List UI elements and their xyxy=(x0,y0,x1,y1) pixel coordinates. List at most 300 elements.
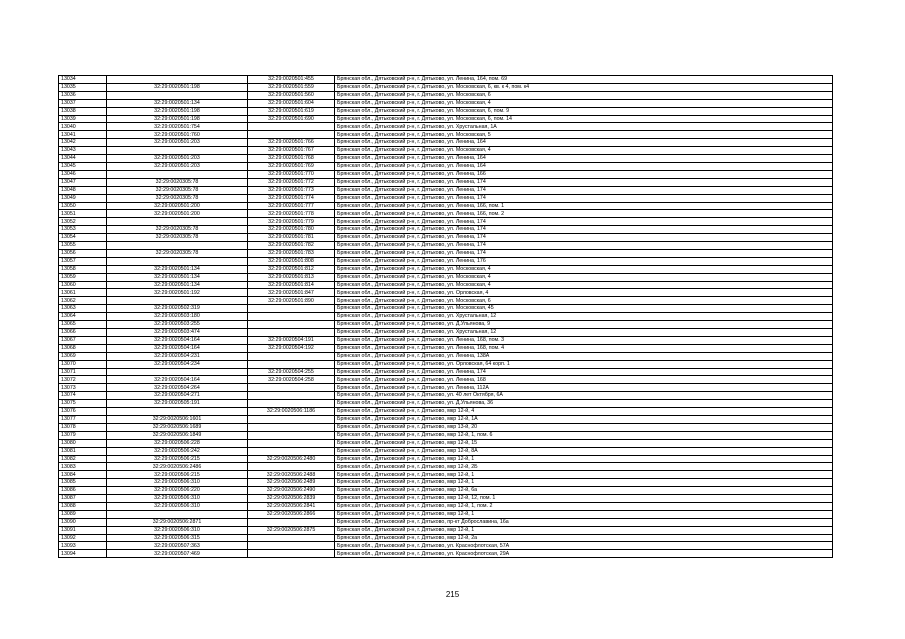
table-row xyxy=(59,210,833,218)
table-row xyxy=(59,123,833,131)
table-row xyxy=(59,423,833,431)
row-number-cell: 13039 xyxy=(59,115,107,123)
row-number-cell: 13070 xyxy=(59,360,107,368)
row-number-cell: 13064 xyxy=(59,313,107,321)
land-parcel-number-cell: 32:29:0020506:215 xyxy=(107,455,248,463)
table-row xyxy=(59,265,833,273)
row-number-cell: 13058 xyxy=(59,265,107,273)
table-row xyxy=(59,162,833,170)
address-cell: Брянская обл., Дятьковский р-н, г. Дятьково, мкр 12-й, 1, пом. 2 xyxy=(335,502,833,510)
object-number-cell: 32:29:0020501:604 xyxy=(248,99,335,107)
land-parcel-number-cell: 32:29:0020305:78 xyxy=(107,234,248,242)
object-number-cell xyxy=(248,400,335,408)
object-number-cell xyxy=(248,415,335,423)
table-row xyxy=(59,115,833,123)
object-number-cell xyxy=(248,123,335,131)
land-parcel-number-cell: 32:29:0020501:192 xyxy=(107,289,248,297)
address-cell: Брянская обл., Дятьковский р-н, г. Дятьково, мкр 12-й, 8А xyxy=(335,447,833,455)
table-row xyxy=(59,447,833,455)
address-cell: Брянская обл., Дятьковский р-н, г. Дятьково, мкр 12-й, 12, пом. 1 xyxy=(335,495,833,503)
address-cell: Брянская обл., Дятьковский р-н, г. Дятьково, ул. Ленина, 174 xyxy=(335,186,833,194)
row-number-cell: 13090 xyxy=(59,518,107,526)
land-parcel-number-cell: 32:29:0020506:1689 xyxy=(107,423,248,431)
land-parcel-number-cell: 32:29:0020506:315 xyxy=(107,534,248,542)
address-cell: Брянская обл., Дятьковский р-н, г. Дятьково, ул. Московская, 4 xyxy=(335,273,833,281)
table-row xyxy=(59,526,833,534)
address-cell: Брянская обл., Дятьковский р-н, г. Дятьково, ул. Московская, 4 xyxy=(335,281,833,289)
row-number-cell: 13048 xyxy=(59,186,107,194)
object-number-cell: 32:29:0020501:813 xyxy=(248,273,335,281)
address-cell: Брянская обл., Дятьковский р-н, г. Дятьково, ул. Орловская, 64 корп. 1 xyxy=(335,360,833,368)
address-cell: Брянская обл., Дятьковский р-н, г. Дятьково, ул. Ленина, 164 xyxy=(335,162,833,170)
object-number-cell: 32:29:0020506:2839 xyxy=(248,495,335,503)
land-parcel-number-cell: 32:29:0020506:242 xyxy=(107,447,248,455)
object-number-cell: 32:29:0020501:777 xyxy=(248,202,335,210)
land-parcel-number-cell xyxy=(107,242,248,250)
land-parcel-number-cell: 32:29:0020504:264 xyxy=(107,384,248,392)
land-parcel-number-cell xyxy=(107,297,248,305)
table-row xyxy=(59,155,833,163)
address-cell: Брянская обл., Дятьковский р-н, г. Дятьково, ул. Ленина, 174 xyxy=(335,194,833,202)
object-number-cell: 32:29:0020501:772 xyxy=(248,178,335,186)
row-number-cell: 13036 xyxy=(59,91,107,99)
table-row xyxy=(59,455,833,463)
table-row xyxy=(59,273,833,281)
row-number-cell: 13074 xyxy=(59,392,107,400)
address-cell: Брянская обл., Дятьковский р-н, г. Дятьково, ул. Ленина, 168 xyxy=(335,376,833,384)
object-number-cell: 32:29:0020504:191 xyxy=(248,336,335,344)
table-row xyxy=(59,91,833,99)
object-number-cell xyxy=(248,352,335,360)
land-parcel-number-cell: 32:29:0020501:203 xyxy=(107,162,248,170)
address-cell: Брянская обл., Дятьковский р-н, г. Дятьково, мкр 13-й, 20 xyxy=(335,423,833,431)
object-number-cell: 32:29:0020501:778 xyxy=(248,210,335,218)
land-parcel-number-cell: 32:29:0020504:164 xyxy=(107,376,248,384)
object-number-cell: 32:29:0020506:1186 xyxy=(248,408,335,416)
object-number-cell: 32:29:0020501:779 xyxy=(248,218,335,226)
table-row xyxy=(59,281,833,289)
object-number-cell xyxy=(248,313,335,321)
land-parcel-number-cell: 32:29:0020501:760 xyxy=(107,131,248,139)
land-parcel-number-cell: 32:29:0020506:228 xyxy=(107,439,248,447)
address-cell: Брянская обл., Дятьковский р-н, г. Дятьково, ул. Ленина, 164, пом. 69 xyxy=(335,76,833,84)
row-number-cell: 13083 xyxy=(59,463,107,471)
land-parcel-number-cell xyxy=(107,257,248,265)
row-number-cell: 13078 xyxy=(59,423,107,431)
address-cell: Брянская обл., Дятьковский р-н, г. Дятьково, ул. Московская, 4 xyxy=(335,99,833,107)
address-cell: Брянская обл., Дятьковский р-н, г. Дятьково, ул. Ленина, 174 xyxy=(335,178,833,186)
address-cell: Брянская обл., Дятьковский р-н, г. Дятьково, мкр 12-й, 1, пом. 6 xyxy=(335,431,833,439)
registry-table xyxy=(58,75,833,558)
row-number-cell: 13089 xyxy=(59,510,107,518)
land-parcel-number-cell: 32:29:0020501:198 xyxy=(107,115,248,123)
object-number-cell: 32:29:0020506:2480 xyxy=(248,455,335,463)
land-parcel-number-cell xyxy=(107,218,248,226)
land-parcel-number-cell: 32:29:0020506:1601 xyxy=(107,415,248,423)
row-number-cell: 13068 xyxy=(59,344,107,352)
row-number-cell: 13056 xyxy=(59,249,107,257)
row-number-cell: 13043 xyxy=(59,147,107,155)
row-number-cell: 13063 xyxy=(59,305,107,313)
land-parcel-number-cell: 32:29:0020506:310 xyxy=(107,502,248,510)
address-cell: Брянская обл., Дятьковский р-н, г. Дятьково, ул. Хрустальная, 12 xyxy=(335,329,833,337)
land-parcel-number-cell: 32:29:0020501:134 xyxy=(107,265,248,273)
table-row xyxy=(59,510,833,518)
row-number-cell: 13055 xyxy=(59,242,107,250)
table-row xyxy=(59,352,833,360)
address-cell: Брянская обл., Дятьковский р-н, г. Дятьково, ул. Ленина, 166, пом. 1 xyxy=(335,202,833,210)
row-number-cell: 13045 xyxy=(59,162,107,170)
land-parcel-number-cell: 32:29:0020502:319 xyxy=(107,305,248,313)
address-cell: Брянская обл., Дятьковский р-н, г. Дятьково, ул. Ленина, 168, пом. 3 xyxy=(335,336,833,344)
land-parcel-number-cell: 32:29:0020501:203 xyxy=(107,139,248,147)
object-number-cell xyxy=(248,321,335,329)
object-number-cell: 32:29:0020506:2490 xyxy=(248,487,335,495)
address-cell: Брянская обл., Дятьковский р-н, г. Дятьково, ул. Московская, 6 xyxy=(335,91,833,99)
address-cell: Брянская обл., Дятьковский р-н, г. Дятьково, ул. Д.Ульянова, 36 xyxy=(335,400,833,408)
object-number-cell: 32:29:0020501:774 xyxy=(248,194,335,202)
address-cell: Брянская обл., Дятьковский р-н, г. Дятьково, мкр 12-й, 2а xyxy=(335,534,833,542)
row-number-cell: 13059 xyxy=(59,273,107,281)
object-number-cell: 32:29:0020501:768 xyxy=(248,155,335,163)
table-row xyxy=(59,107,833,115)
object-number-cell: 32:29:0020501:812 xyxy=(248,265,335,273)
row-number-cell: 13038 xyxy=(59,107,107,115)
row-number-cell: 13086 xyxy=(59,487,107,495)
table-row xyxy=(59,178,833,186)
table-row xyxy=(59,297,833,305)
land-parcel-number-cell xyxy=(107,76,248,84)
object-number-cell: 32:29:0020506:2866 xyxy=(248,510,335,518)
table-row xyxy=(59,218,833,226)
address-cell: Брянская обл., Дятьковский р-н, г. Дятьково, ул. Ленина, 174 xyxy=(335,218,833,226)
address-cell: Брянская обл., Дятьковский р-н, г. Дятьково, мкр 12-й, 1 xyxy=(335,510,833,518)
object-number-cell: 32:29:0020501:847 xyxy=(248,289,335,297)
row-number-cell: 13034 xyxy=(59,76,107,84)
address-cell: Брянская обл., Дятьковский р-н, г. Дятьково, ул. Московская, 6, пом. 9 xyxy=(335,107,833,115)
address-cell: Брянская обл., Дятьковский р-н, г. Дятьково, ул. Ленина, 176 xyxy=(335,257,833,265)
row-number-cell: 13046 xyxy=(59,170,107,178)
row-number-cell: 13060 xyxy=(59,281,107,289)
object-number-cell xyxy=(248,423,335,431)
address-cell: Брянская обл., Дятьковский р-н, г. Дятьково, ул. Московская, 6, пом. 14 xyxy=(335,115,833,123)
land-parcel-number-cell: 32:29:0020501:200 xyxy=(107,202,248,210)
land-parcel-number-cell: 32:29:0020501:134 xyxy=(107,99,248,107)
row-number-cell: 13073 xyxy=(59,384,107,392)
land-parcel-number-cell: 32:29:0020501:198 xyxy=(107,83,248,91)
row-number-cell: 13094 xyxy=(59,550,107,558)
table-row xyxy=(59,400,833,408)
table-row xyxy=(59,408,833,416)
row-number-cell: 13037 xyxy=(59,99,107,107)
object-number-cell xyxy=(248,447,335,455)
table-row xyxy=(59,495,833,503)
land-parcel-number-cell: 32:29:0020507:363 xyxy=(107,542,248,550)
table-row xyxy=(59,384,833,392)
table-row xyxy=(59,534,833,542)
row-number-cell: 13050 xyxy=(59,202,107,210)
address-cell: Брянская обл., Дятьковский р-н, г. Дятьково, мкр 12-й, 1 xyxy=(335,455,833,463)
land-parcel-number-cell: 32:29:0020506:310 xyxy=(107,495,248,503)
row-number-cell: 13066 xyxy=(59,329,107,337)
object-number-cell: 32:29:0020501:808 xyxy=(248,257,335,265)
object-number-cell xyxy=(248,542,335,550)
address-cell: Брянская обл., Дятьковский р-н, г. Дятьково, мкр 12-й, 1 xyxy=(335,479,833,487)
object-number-cell: 32:29:0020506:2489 xyxy=(248,479,335,487)
land-parcel-number-cell: 32:29:0020503:180 xyxy=(107,313,248,321)
land-parcel-number-cell: 32:29:0020501:198 xyxy=(107,107,248,115)
object-number-cell: 32:29:0020501:769 xyxy=(248,162,335,170)
table-row xyxy=(59,321,833,329)
land-parcel-number-cell: 32:29:0020501:203 xyxy=(107,155,248,163)
land-parcel-number-cell xyxy=(107,368,248,376)
land-parcel-number-cell: 32:29:0020501:754 xyxy=(107,123,248,131)
address-cell: Брянская обл., Дятьковский р-н, г. Дятьково, ул. Ленина, 174 xyxy=(335,242,833,250)
table-row xyxy=(59,344,833,352)
land-parcel-number-cell: 32:29:0020506:215 xyxy=(107,471,248,479)
address-cell: Брянская обл., Дятьковский р-н, г. Дятьково, мкр 12-й, 15 xyxy=(335,439,833,447)
land-parcel-number-cell: 32:29:0020305:78 xyxy=(107,249,248,257)
registry-table-body xyxy=(59,76,833,558)
land-parcel-number-cell: 32:29:0020504:164 xyxy=(107,344,248,352)
land-parcel-number-cell: 32:29:0020505:191 xyxy=(107,400,248,408)
land-parcel-number-cell: 32:29:0020504:271 xyxy=(107,392,248,400)
row-number-cell: 13069 xyxy=(59,352,107,360)
land-parcel-number-cell: 32:29:0020506:310 xyxy=(107,526,248,534)
object-number-cell: 32:29:0020504:258 xyxy=(248,376,335,384)
land-parcel-number-cell: 32:29:0020506:220 xyxy=(107,487,248,495)
table-row xyxy=(59,542,833,550)
object-number-cell xyxy=(248,392,335,400)
row-number-cell: 13082 xyxy=(59,455,107,463)
table-row xyxy=(59,131,833,139)
table-row xyxy=(59,194,833,202)
table-row xyxy=(59,479,833,487)
row-number-cell: 13085 xyxy=(59,479,107,487)
row-number-cell: 13076 xyxy=(59,408,107,416)
table-row xyxy=(59,99,833,107)
page-number: 215 xyxy=(445,590,460,599)
object-number-cell: 32:29:0020501:783 xyxy=(248,249,335,257)
object-number-cell: 32:29:0020506:2488 xyxy=(248,471,335,479)
table-row xyxy=(59,463,833,471)
table-row xyxy=(59,186,833,194)
address-cell: Брянская обл., Дятьковский р-н, г. Дятьково, мкр 12-й, 4 xyxy=(335,408,833,416)
land-parcel-number-cell: 32:29:0020501:134 xyxy=(107,281,248,289)
address-cell: Брянская обл., Дятьковский р-н, г. Дятьково, ул. Московская, 5 xyxy=(335,131,833,139)
land-parcel-number-cell: 32:29:0020507:469 xyxy=(107,550,248,558)
address-cell: Брянская обл., Дятьковский р-н, г. Дятьково, ул. Ленина, 164 xyxy=(335,139,833,147)
address-cell: Брянская обл., Дятьковский р-н, г. Дятьково, ул. Московская, 6 xyxy=(335,297,833,305)
land-parcel-number-cell xyxy=(107,147,248,155)
table-row xyxy=(59,257,833,265)
address-cell: Брянская обл., Дятьковский р-н, г. Дятьково, ул. Ленина, 174 xyxy=(335,234,833,242)
row-number-cell: 13065 xyxy=(59,321,107,329)
object-number-cell: 32:29:0020506:2841 xyxy=(248,502,335,510)
address-cell: Брянская обл., Дятьковский р-н, г. Дятьково, ул. Московская, 45 xyxy=(335,305,833,313)
object-number-cell: 32:29:0020506:2875 xyxy=(248,526,335,534)
object-number-cell: 32:29:0020501:780 xyxy=(248,226,335,234)
land-parcel-number-cell: 32:29:0020504:234 xyxy=(107,360,248,368)
land-parcel-number-cell: 32:29:0020305:78 xyxy=(107,186,248,194)
row-number-cell: 13092 xyxy=(59,534,107,542)
table-row xyxy=(59,471,833,479)
land-parcel-number-cell: 32:29:0020305:78 xyxy=(107,194,248,202)
land-parcel-number-cell xyxy=(107,91,248,99)
address-cell: Брянская обл., Дятьковский р-н, г. Дятьково, ул. Ленина, 112А xyxy=(335,384,833,392)
object-number-cell xyxy=(248,439,335,447)
object-number-cell: 32:29:0020501:455 xyxy=(248,76,335,84)
table-row xyxy=(59,502,833,510)
row-number-cell: 13047 xyxy=(59,178,107,186)
row-number-cell: 13072 xyxy=(59,376,107,384)
address-cell: Брянская обл., Дятьковский р-н, г. Дятьково, ул. Московская, 4 xyxy=(335,147,833,155)
row-number-cell: 13084 xyxy=(59,471,107,479)
table-row xyxy=(59,76,833,84)
address-cell: Брянская обл., Дятьковский р-н, г. Дятьково, ул. Ленина, 168, пом. 4 xyxy=(335,344,833,352)
table-row xyxy=(59,83,833,91)
table-row xyxy=(59,336,833,344)
address-cell: Брянская обл., Дятьковский р-н, г. Дятьково, ул. Московская, 6, кв. к 4, пом. к4 xyxy=(335,83,833,91)
row-number-cell: 13052 xyxy=(59,218,107,226)
row-number-cell: 13040 xyxy=(59,123,107,131)
row-number-cell: 13054 xyxy=(59,234,107,242)
object-number-cell: 32:29:0020501:559 xyxy=(248,83,335,91)
row-number-cell: 13087 xyxy=(59,495,107,503)
object-number-cell: 32:29:0020501:619 xyxy=(248,107,335,115)
address-cell: Брянская обл., Дятьковский р-н, г. Дятьково, ул. Краснофлотская, 57А xyxy=(335,542,833,550)
object-number-cell: 32:29:0020501:690 xyxy=(248,115,335,123)
address-cell: Брянская обл., Дятьковский р-н, г. Дятьково, ул. Д.Ульянова, 9 xyxy=(335,321,833,329)
row-number-cell: 13042 xyxy=(59,139,107,147)
object-number-cell xyxy=(248,384,335,392)
table-row xyxy=(59,313,833,321)
address-cell: Брянская обл., Дятьковский р-н, г. Дятьково, ул. 40 лет Октября, 6А xyxy=(335,392,833,400)
land-parcel-number-cell: 32:29:0020503:474 xyxy=(107,329,248,337)
address-cell: Брянская обл., Дятьковский р-н, г. Дятьково, мкр 12-й, 1 xyxy=(335,526,833,534)
address-cell: Брянская обл., Дятьковский р-н, г. Дятьково, мкр 12-й, 1 xyxy=(335,471,833,479)
row-number-cell: 13075 xyxy=(59,400,107,408)
object-number-cell: 32:29:0020501:560 xyxy=(248,91,335,99)
object-number-cell xyxy=(248,463,335,471)
row-number-cell: 13091 xyxy=(59,526,107,534)
table-row xyxy=(59,431,833,439)
land-parcel-number-cell: 32:29:0020506:2486 xyxy=(107,463,248,471)
table-row xyxy=(59,439,833,447)
object-number-cell: 32:29:0020504:255 xyxy=(248,368,335,376)
address-cell: Брянская обл., Дятьковский р-н, г. Дятьково, ул. Ленина, 174 xyxy=(335,226,833,234)
table-row xyxy=(59,202,833,210)
row-number-cell: 13067 xyxy=(59,336,107,344)
land-parcel-number-cell: 32:29:0020501:134 xyxy=(107,273,248,281)
table-row xyxy=(59,487,833,495)
table-row xyxy=(59,329,833,337)
table-row xyxy=(59,139,833,147)
table-row xyxy=(59,242,833,250)
land-parcel-number-cell xyxy=(107,408,248,416)
table-row xyxy=(59,170,833,178)
land-parcel-number-cell xyxy=(107,510,248,518)
table-row xyxy=(59,147,833,155)
row-number-cell: 13093 xyxy=(59,542,107,550)
address-cell: Брянская обл., Дятьковский р-н, г. Дятьково, ул. Ленина, 166 xyxy=(335,170,833,178)
row-number-cell: 13049 xyxy=(59,194,107,202)
address-cell: Брянская обл., Дятьковский р-н, г. Дятьково, ул. Ленина, 174 xyxy=(335,249,833,257)
land-parcel-number-cell: 32:29:0020305:78 xyxy=(107,178,248,186)
row-number-cell: 13044 xyxy=(59,155,107,163)
row-number-cell: 13041 xyxy=(59,131,107,139)
row-number-cell: 13057 xyxy=(59,257,107,265)
object-number-cell: 32:29:0020501:814 xyxy=(248,281,335,289)
address-cell: Брянская обл., Дятьковский р-н, г. Дятьково, пр-кт Доброславина, 16а xyxy=(335,518,833,526)
row-number-cell: 13053 xyxy=(59,226,107,234)
object-number-cell: 32:29:0020504:192 xyxy=(248,344,335,352)
row-number-cell: 13079 xyxy=(59,431,107,439)
address-cell: Брянская обл., Дятьковский р-н, г. Дятьково, мкр 12-й, 2Б xyxy=(335,463,833,471)
land-parcel-number-cell: 32:29:0020506:1849 xyxy=(107,431,248,439)
object-number-cell: 32:29:0020501:767 xyxy=(248,147,335,155)
object-number-cell xyxy=(248,431,335,439)
object-number-cell: 32:29:0020501:773 xyxy=(248,186,335,194)
object-number-cell xyxy=(248,550,335,558)
object-number-cell xyxy=(248,534,335,542)
row-number-cell: 13071 xyxy=(59,368,107,376)
table-row xyxy=(59,249,833,257)
address-cell: Брянская обл., Дятьковский р-н, г. Дятьково, мкр 12-й, 6а xyxy=(335,487,833,495)
table-row xyxy=(59,518,833,526)
table-row xyxy=(59,368,833,376)
row-number-cell: 13051 xyxy=(59,210,107,218)
object-number-cell xyxy=(248,131,335,139)
table-row xyxy=(59,360,833,368)
land-parcel-number-cell: 32:29:0020506:2871 xyxy=(107,518,248,526)
land-parcel-number-cell: 32:29:0020305:78 xyxy=(107,226,248,234)
address-cell: Брянская обл., Дятьковский р-н, г. Дятьково, ул. Ленина, 174 xyxy=(335,368,833,376)
table-row xyxy=(59,289,833,297)
table-row xyxy=(59,392,833,400)
address-cell: Брянская обл., Дятьковский р-н, г. Дятьково, ул. Московская, 4 xyxy=(335,265,833,273)
row-number-cell: 13080 xyxy=(59,439,107,447)
object-number-cell: 32:29:0020501:890 xyxy=(248,297,335,305)
address-cell: Брянская обл., Дятьковский р-н, г. Дятьково, ул. Орловская, 4 xyxy=(335,289,833,297)
address-cell: Брянская обл., Дятьковский р-н, г. Дятьково, ул. Краснофлотская, 29А xyxy=(335,550,833,558)
address-cell: Брянская обл., Дятьковский р-н, г. Дятьково, мкр 12-й, 1А xyxy=(335,415,833,423)
row-number-cell: 13035 xyxy=(59,83,107,91)
table-row xyxy=(59,550,833,558)
row-number-cell: 13062 xyxy=(59,297,107,305)
object-number-cell xyxy=(248,518,335,526)
object-number-cell: 32:29:0020501:766 xyxy=(248,139,335,147)
land-parcel-number-cell: 32:29:0020504:231 xyxy=(107,352,248,360)
row-number-cell: 13088 xyxy=(59,502,107,510)
address-cell: Брянская обл., Дятьковский р-н, г. Дятьково, ул. Ленина, 138А xyxy=(335,352,833,360)
table-row xyxy=(59,234,833,242)
row-number-cell: 13077 xyxy=(59,415,107,423)
table-row xyxy=(59,415,833,423)
address-cell: Брянская обл., Дятьковский р-н, г. Дятьково, ул. Хрустальная, 12 xyxy=(335,313,833,321)
row-number-cell: 13081 xyxy=(59,447,107,455)
object-number-cell xyxy=(248,329,335,337)
land-parcel-number-cell: 32:29:0020503:255 xyxy=(107,321,248,329)
land-parcel-number-cell: 32:29:0020506:310 xyxy=(107,479,248,487)
land-parcel-number-cell: 32:29:0020501:200 xyxy=(107,210,248,218)
table-row xyxy=(59,226,833,234)
table-row xyxy=(59,376,833,384)
land-parcel-number-cell: 32:29:0020504:164 xyxy=(107,336,248,344)
object-number-cell: 32:29:0020501:782 xyxy=(248,242,335,250)
address-cell: Брянская обл., Дятьковский р-н, г. Дятьково, ул. Ленина, 166, пом. 2 xyxy=(335,210,833,218)
object-number-cell: 32:29:0020501:770 xyxy=(248,170,335,178)
